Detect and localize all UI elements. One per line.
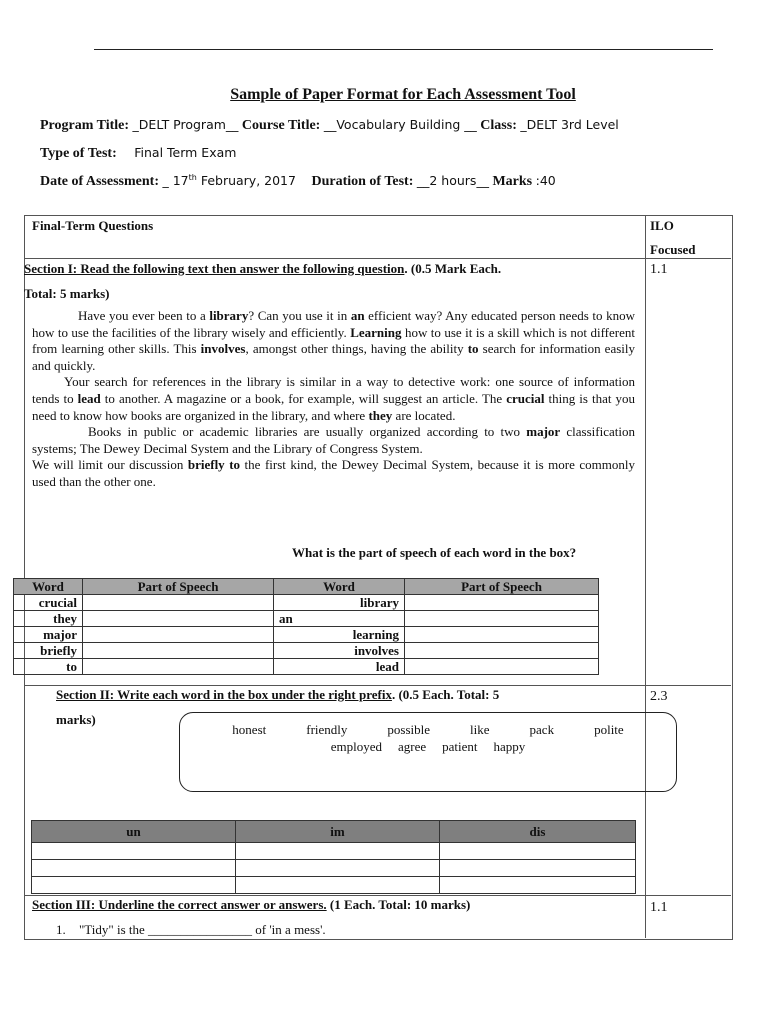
section1-marks: Total: 5 marks) xyxy=(24,286,110,301)
prefix-un-header: un xyxy=(32,821,236,843)
answer-cell[interactable] xyxy=(32,860,236,877)
prefix-dis-header: dis xyxy=(440,821,636,843)
answer-cell[interactable] xyxy=(236,877,440,894)
section-divider-2 xyxy=(24,895,731,896)
answer-cell[interactable] xyxy=(236,860,440,877)
answer-cell[interactable] xyxy=(236,843,440,860)
passage-paragraph-1: Have you ever been to a library? Can you use it in an efficient way? Any educated person needs to know how to use the facilities of the library wisely and efficiently. Learning how to use it is a skill which is not different from learning other skills. This involves, amongst other things, having the ability to search for information easily and quickly. xyxy=(32,308,636,373)
ilo-column-divider xyxy=(645,215,646,938)
item-text: "Tidy" is the xyxy=(79,922,149,937)
answer-cell[interactable] xyxy=(32,877,236,894)
reading-passage xyxy=(32,308,635,491)
word-cell: crucial xyxy=(14,595,83,611)
ilo-header-line2: Focused xyxy=(650,242,696,257)
word-cell: learning xyxy=(274,627,405,643)
type-value: Final Term Exam xyxy=(134,145,237,160)
word-cell: briefly xyxy=(14,643,83,659)
word-item: possible xyxy=(387,722,431,737)
answer-cell[interactable] xyxy=(440,843,636,860)
word-item: like xyxy=(470,722,490,737)
class-label: Class: xyxy=(480,118,517,133)
table-row xyxy=(14,611,599,627)
word-cell: involves xyxy=(274,643,405,659)
answer-cell[interactable] xyxy=(405,643,599,659)
answer-cell[interactable] xyxy=(83,627,274,643)
word-cell: lead xyxy=(274,659,405,675)
section1-heading: Section I: Read the following text then answer the following question. (0.5 Mark Each. xyxy=(24,261,502,276)
pos-header: Part of Speech xyxy=(83,579,274,595)
word-row-2 xyxy=(180,739,676,755)
answer-cell[interactable] xyxy=(405,627,599,643)
part-of-speech-table xyxy=(13,578,599,675)
answer-cell[interactable] xyxy=(405,659,599,675)
word-item: friendly xyxy=(306,722,348,737)
table-row xyxy=(32,860,636,877)
questions-header: Final-Term Questions xyxy=(32,218,154,233)
word-item: employed xyxy=(330,739,382,754)
answer-cell[interactable] xyxy=(440,860,636,877)
table-header-row xyxy=(14,579,599,595)
type-label: Type of Test: xyxy=(40,146,117,161)
word-header-2: Word xyxy=(274,579,405,595)
prefix-header-row xyxy=(32,821,636,843)
section2-heading: Section II: Write each word in the box under the right prefix. (0.5 Each. Total: 5 xyxy=(56,687,500,702)
class-value: _DELT 3rd Level xyxy=(520,117,619,132)
answer-cell[interactable] xyxy=(440,877,636,894)
section2-marks: marks) xyxy=(56,712,96,727)
item-number: 1. xyxy=(56,922,66,937)
course-value: __Vocabulary Building __ xyxy=(323,117,477,132)
word-item: pack xyxy=(529,722,555,737)
duration-value: __2 hours__ xyxy=(416,173,489,189)
answer-blank[interactable]: ________________ xyxy=(148,922,253,937)
section2-ilo: 2.3 xyxy=(650,689,668,704)
table-row xyxy=(14,659,599,675)
program-value: _DELT Program__ xyxy=(132,117,239,132)
program-label: Program Title: xyxy=(40,118,130,133)
table-row xyxy=(14,627,599,643)
prefix-table xyxy=(31,820,636,894)
word-header: Word xyxy=(14,579,83,595)
word-item: agree xyxy=(397,739,427,754)
date-label: Date of Assessment: xyxy=(40,174,159,190)
answer-cell[interactable] xyxy=(405,595,599,611)
prefix-im-header: im xyxy=(236,821,440,843)
passage-paragraph-2: Your search for references in the library is similar in a way to detective work: one source of information tends to lead to another. A magazine or a book, for example, will suggest an article. The crucial thing is that you need to know how books are organized in the library, and where they are located. xyxy=(32,374,636,423)
answer-cell[interactable] xyxy=(405,611,599,627)
word-cell: library xyxy=(274,595,405,611)
marks-value: :40 xyxy=(535,173,556,189)
page-title: Sample of Paper Format for Each Assessment Tool xyxy=(230,86,576,103)
table-row xyxy=(32,843,636,860)
word-box xyxy=(179,712,677,792)
header-divider xyxy=(24,258,731,259)
word-item: happy xyxy=(493,739,526,754)
answer-cell[interactable] xyxy=(83,643,274,659)
answer-cell[interactable] xyxy=(32,843,236,860)
section1-ilo: 1.1 xyxy=(650,262,668,277)
passage-paragraph-4: We will limit our discussion briefly to the first kind, the Dewey Decimal System, because it is more commonly used than the other one. xyxy=(32,457,635,489)
meta-line-3 xyxy=(40,173,556,190)
pos-header-2: Part of Speech xyxy=(405,579,599,595)
word-cell: an xyxy=(274,611,405,627)
word-item: patient xyxy=(442,739,478,754)
section3-heading: Section III: Underline the correct answer or answers. (1 Each. Total: 10 marks) xyxy=(32,897,471,912)
passage-paragraph-3: Books in public or academic libraries are usually organized according to two major classification systems; The Dewey Decimal System and the Library of Congress System. xyxy=(32,424,635,456)
table-row xyxy=(14,595,599,611)
date-value: _ 17th February, 2017 xyxy=(162,173,296,189)
meta-line-2 xyxy=(40,145,236,162)
duration-label: Duration of Test: xyxy=(311,174,414,190)
answer-cell[interactable] xyxy=(83,611,274,627)
answer-cell[interactable] xyxy=(83,659,274,675)
question-item-1 xyxy=(56,922,326,938)
table-row xyxy=(14,643,599,659)
word-row-1 xyxy=(180,722,676,738)
ilo-header-line1: ILO xyxy=(650,218,674,233)
word-item: honest xyxy=(232,722,267,737)
marks-label: Marks xyxy=(492,174,533,190)
word-cell: they xyxy=(14,611,83,627)
section-divider-1 xyxy=(24,685,731,686)
part-of-speech-question: What is the part of speech of each word in the box? xyxy=(292,545,577,560)
course-label: Course Title: xyxy=(241,118,321,133)
word-cell: to xyxy=(14,659,83,675)
word-item: polite xyxy=(594,722,624,737)
section3-ilo: 1.1 xyxy=(650,900,668,915)
item-text: of 'in a mess'. xyxy=(252,922,326,937)
answer-cell[interactable] xyxy=(83,595,274,611)
top-rule xyxy=(94,49,713,50)
meta-line-1 xyxy=(40,117,619,134)
table-row xyxy=(32,877,636,894)
word-cell: major xyxy=(14,627,83,643)
